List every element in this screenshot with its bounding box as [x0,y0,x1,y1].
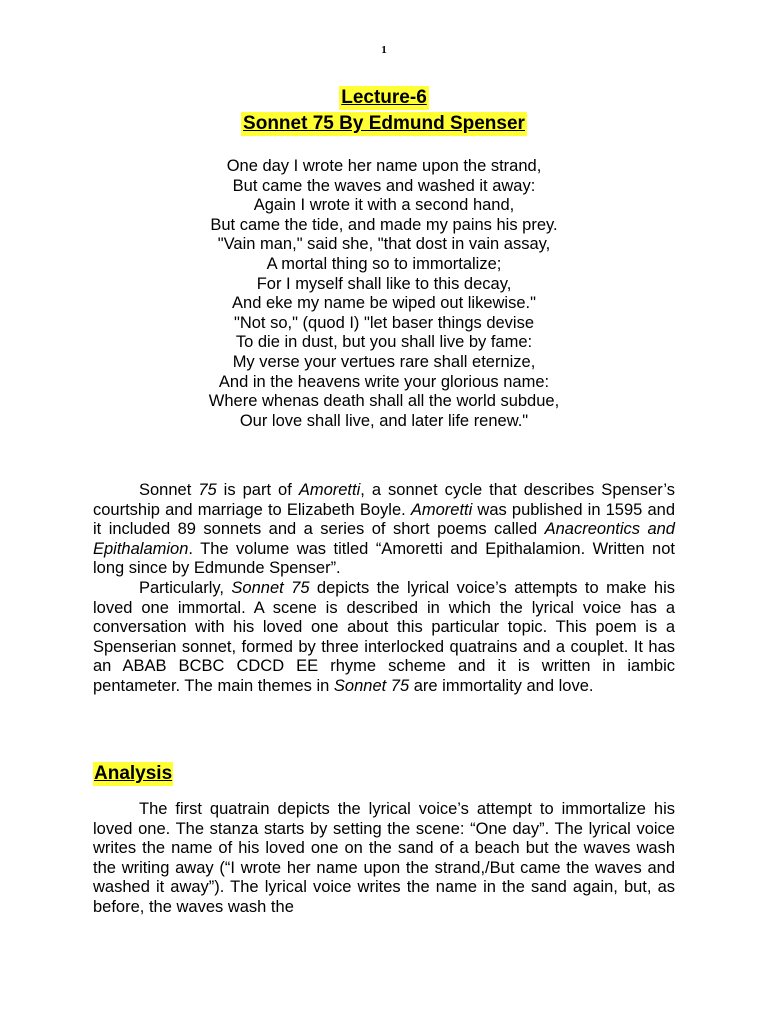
poem-line: Again I wrote it with a second hand, [253,196,515,215]
poem-line: A mortal thing so to immortalize; [266,254,502,273]
poem-line: One day I wrote her name upon the strand, [226,157,542,175]
title-block [0,86,768,138]
analysis-heading: Analysis [94,763,173,784]
poem-line: "Vain man," said she, "that dost in vain assay, [217,235,551,254]
poem-line: "Not so," (quod I) "let baser things devise [233,313,535,332]
poem-line: And eke my name be wiped out likewise." [232,294,536,313]
analysis-section [93,800,675,918]
poem-line: And in the heavens write your glorious name: [218,372,550,391]
poem-line: Where whenas death shall all the world subdue, [208,392,560,411]
lecture-title: Lecture-6 [341,87,427,108]
poem-line: But came the tide, and made my pains his prey. [210,215,558,234]
page-number: 1 [381,44,387,56]
intro-paragraph: Sonnet 75 is part of Amoretti, a sonnet cycle that describes Spenser’s courtship and marriage to Elizabeth Boyle. Amoretti was published in 1595 and it included 89 sonnets and a series of short poems called Anacreontics and Epithalamion. The volume was titled “Amoretti and Epithalamion. Written not long since by Edmunde Spenser”. [93,481,675,578]
intro-section [93,481,675,697]
analysis-paragraph: The first quatrain depicts the lyrical voice’s attempt to immortalize his loved one. The stanza starts by setting the scene: “One day”. The lyrical voice writes the name of his loved one on the sand of a beach but the waves wash the writing away (“I wrote her name upon the strand,/But came the waves and washed it away”). The lyrical voice writes the name in the sand again, but, as before, the waves wash the [93,800,675,916]
poem-line: Our love shall live, and later life renew." [239,411,529,430]
poem-line: But came the waves and washed it away: [232,176,536,195]
poem [0,157,768,431]
poem-line: My verse your vertues rare shall eternize, [232,352,536,371]
poem-line: To die in dust, but you shall live by fame: [235,333,533,352]
sonnet-title: Sonnet 75 By Edmund Spenser [243,113,525,134]
poem-line: For I myself shall like to this decay, [256,274,512,293]
intro-paragraph: Particularly, Sonnet 75 depicts the lyrical voice’s attempts to make his loved one immortal. A scene is described in which the lyrical voice has a conversation with his loved one about this particular topic. This poem is a Spenserian sonnet, formed by three interlocked quatrains and a couplet. It has an ABAB BCBC CDCD EE rhyme scheme and it is written in iambic pentameter. The main themes in Sonnet 75 are immortality and love. [93,578,675,695]
